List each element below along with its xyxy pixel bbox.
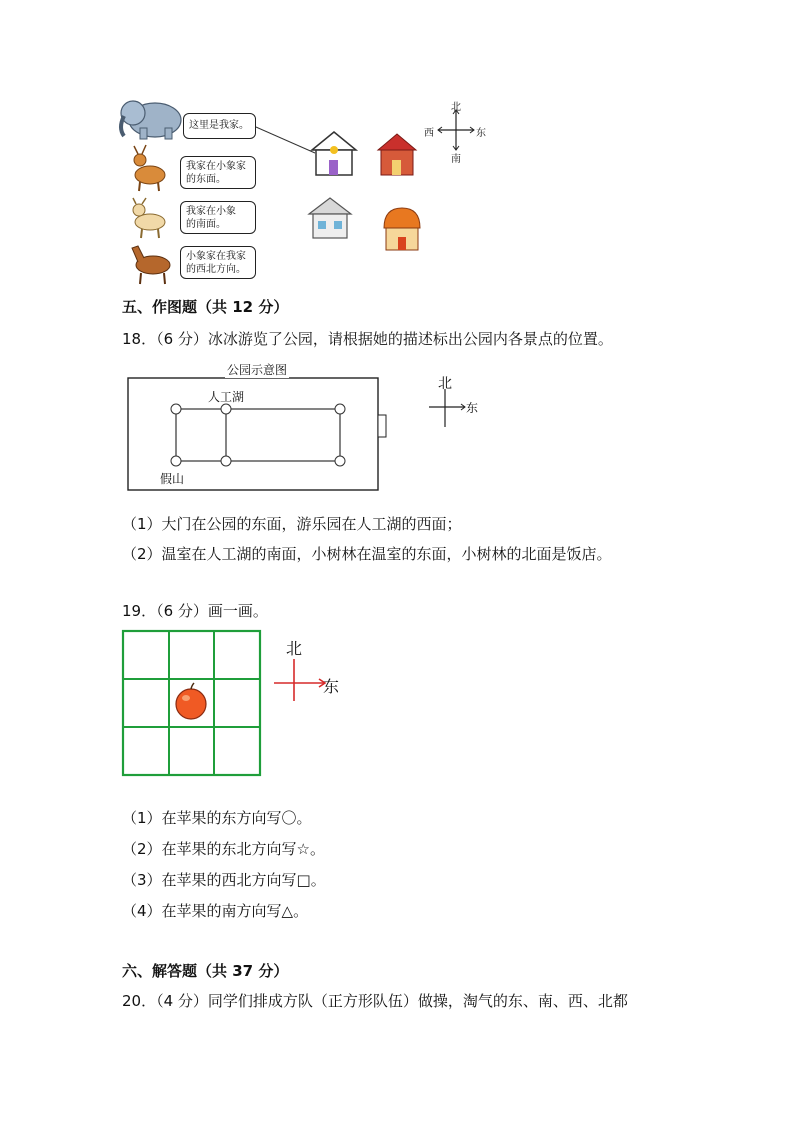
animals-houses-figure bbox=[0, 0, 800, 300]
question-19-text: 19．（6 分）画一画。 bbox=[122, 602, 268, 620]
compass-q18-north: 北 bbox=[438, 376, 452, 392]
goat-icon bbox=[133, 198, 165, 238]
question-18-text: 18．（6 分）冰冰游览了公园，请根据她的描述标出公园内各景点的位置。 bbox=[122, 330, 613, 348]
house-orange-icon bbox=[384, 208, 420, 250]
speech-bubble-elephant: 这里是我家。 bbox=[183, 113, 256, 139]
house-purple-icon bbox=[312, 132, 356, 175]
map-node bbox=[171, 404, 181, 414]
q19-grid bbox=[120, 628, 265, 780]
q19-item-2: （2）在苹果的东北方向写☆。 bbox=[122, 840, 325, 858]
map-node bbox=[335, 456, 345, 466]
horse-icon bbox=[132, 246, 170, 284]
lake-label: 人工湖 bbox=[208, 390, 245, 404]
speech-bubble-goat: 我家在小象 的南面。 bbox=[180, 201, 256, 234]
compass-top-west: 西 bbox=[424, 128, 434, 139]
compass-top-north: 北 bbox=[451, 102, 461, 113]
park-map-title: 公园示意图 bbox=[227, 363, 288, 377]
section-5-heading: 五、作图题（共 12 分） bbox=[122, 298, 289, 316]
map-node bbox=[221, 404, 231, 414]
speech-bubble-horse: 小象家在我家 的西北方向。 bbox=[180, 246, 256, 279]
question-20-text: 20．（4 分）同学们排成方队（正方形队伍）做操，淘气的东、南、西、北都 bbox=[122, 992, 628, 1010]
house-gray-icon bbox=[309, 198, 351, 238]
compass-top-south: 南 bbox=[451, 154, 461, 165]
elephant-icon bbox=[121, 101, 181, 139]
map-node bbox=[335, 404, 345, 414]
compass-q18-east: 东 bbox=[466, 401, 479, 415]
section-6-heading: 六、解答题（共 37 分） bbox=[122, 962, 289, 980]
q19-item-1: （1）在苹果的东方向写〇。 bbox=[122, 809, 312, 827]
hill-label: 假山 bbox=[160, 472, 185, 486]
q18-clue-1: （1）大门在公园的东面，游乐园在人工湖的西面； bbox=[122, 515, 462, 533]
compass-q19-north: 北 bbox=[286, 639, 303, 658]
house-red-icon bbox=[378, 134, 416, 175]
map-node bbox=[221, 456, 231, 466]
compass-top bbox=[438, 110, 474, 150]
q18-clue-2: （2）温室在人工湖的南面，小树林在温室的东面，小树林的北面是饭店。 bbox=[122, 545, 612, 563]
deer-icon bbox=[134, 145, 165, 191]
q19-item-4: （4）在苹果的南方向写△。 bbox=[122, 902, 309, 920]
q19-item-3: （3）在苹果的西北方向写□。 bbox=[122, 871, 326, 889]
compass-top-east: 东 bbox=[476, 128, 486, 139]
map-node bbox=[171, 456, 181, 466]
compass-q19-east: 东 bbox=[323, 677, 340, 696]
compass-q19 bbox=[270, 655, 330, 705]
speech-bubble-deer: 我家在小象家 的东面。 bbox=[180, 156, 256, 189]
